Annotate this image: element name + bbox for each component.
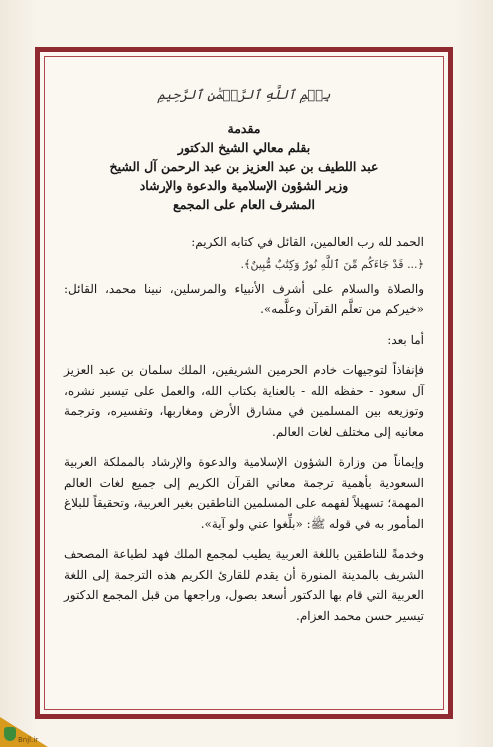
- spacer: [64, 214, 424, 232]
- quran-verse: ﴿... قَدْ جَاءَكُم مِّنَ ٱللَّهِ نُورٌ وَكِتَٰبٌ مُّبِينٌ﴾.: [240, 257, 424, 271]
- paragraph-amma-baad: أما بعد:: [387, 332, 424, 347]
- paragraph-praise: الحمد لله رب العالمين، القائل في كتابه الكريم:: [191, 235, 424, 249]
- page-content: [64, 88, 424, 704]
- paragraph-salutation: والصلاة والسلام على أشرف الأنبياء والمرسلين، نبينا محمد، القائل: «خيركم من تعلَّم القرآن وعلَّمه».: [64, 281, 424, 316]
- heading-author-name: عبد اللطيف بن عبد العزيز بن عبد الرحمن آل الشيخ: [109, 159, 379, 174]
- heading-title: مقدمة: [227, 121, 261, 136]
- heading-supervisor: المشرف العام على المجمع: [173, 197, 315, 212]
- corner-logo-icon: [4, 727, 16, 741]
- basmala: بِسۡمِ ٱللَّهِ ٱلرَّحۡمَٰنِ ٱلرَّحِيمِ: [157, 88, 331, 103]
- paragraph-directives: فإنفاذاً لتوجيهات خادم الحرمين الشريفين، الملك سلمان بن عبد العزيز آل سعود - حفظه الله - بالعناية بكتاب الله، والعمل على تيسير نشره، وتوزيعه بين المسلمين في مشارق الأرض ومغاربها، وتفسيره، وترجمة معانيه إلى مختلف لغات العالم.: [64, 363, 424, 439]
- corner-watermark-text: Bnjl.ir: [18, 736, 39, 744]
- heading-author-position: وزير الشؤون الإسلامية والدعوة والإرشاد: [139, 178, 349, 193]
- paragraph-ministry: وإيماناً من وزارة الشؤون الإسلامية والدعوة والإرشاد بالمملكة العربية السعودية بأهمية ترجمة معاني القرآن الكريم إلى جميع لغات العالم المهمة؛ تسهيلاً لفهمه على المسلمين الناطقين بغير العربية، وتحقيقاً للبلاغ المأمور به في قوله ﷺ: «بلِّغوا عني ولو آية».: [64, 455, 424, 531]
- heading-author-intro: بقلم معالي الشيخ الدكتور: [177, 140, 311, 155]
- decorative-frame: [35, 47, 453, 719]
- paragraph-complex: وخدمةً للناطقين باللغة العربية يطيب لمجمع الملك فهد لطباعة المصحف الشريف بالمدينة المنورة أن يقدم للقارئ الكريم هذه الترجمة إلى اللغة العربية التي قام بها الدكتور أسعد بصول، وراجعها من قبل المجمع الدكتور تيسير حسن محمد العزام.: [64, 547, 424, 623]
